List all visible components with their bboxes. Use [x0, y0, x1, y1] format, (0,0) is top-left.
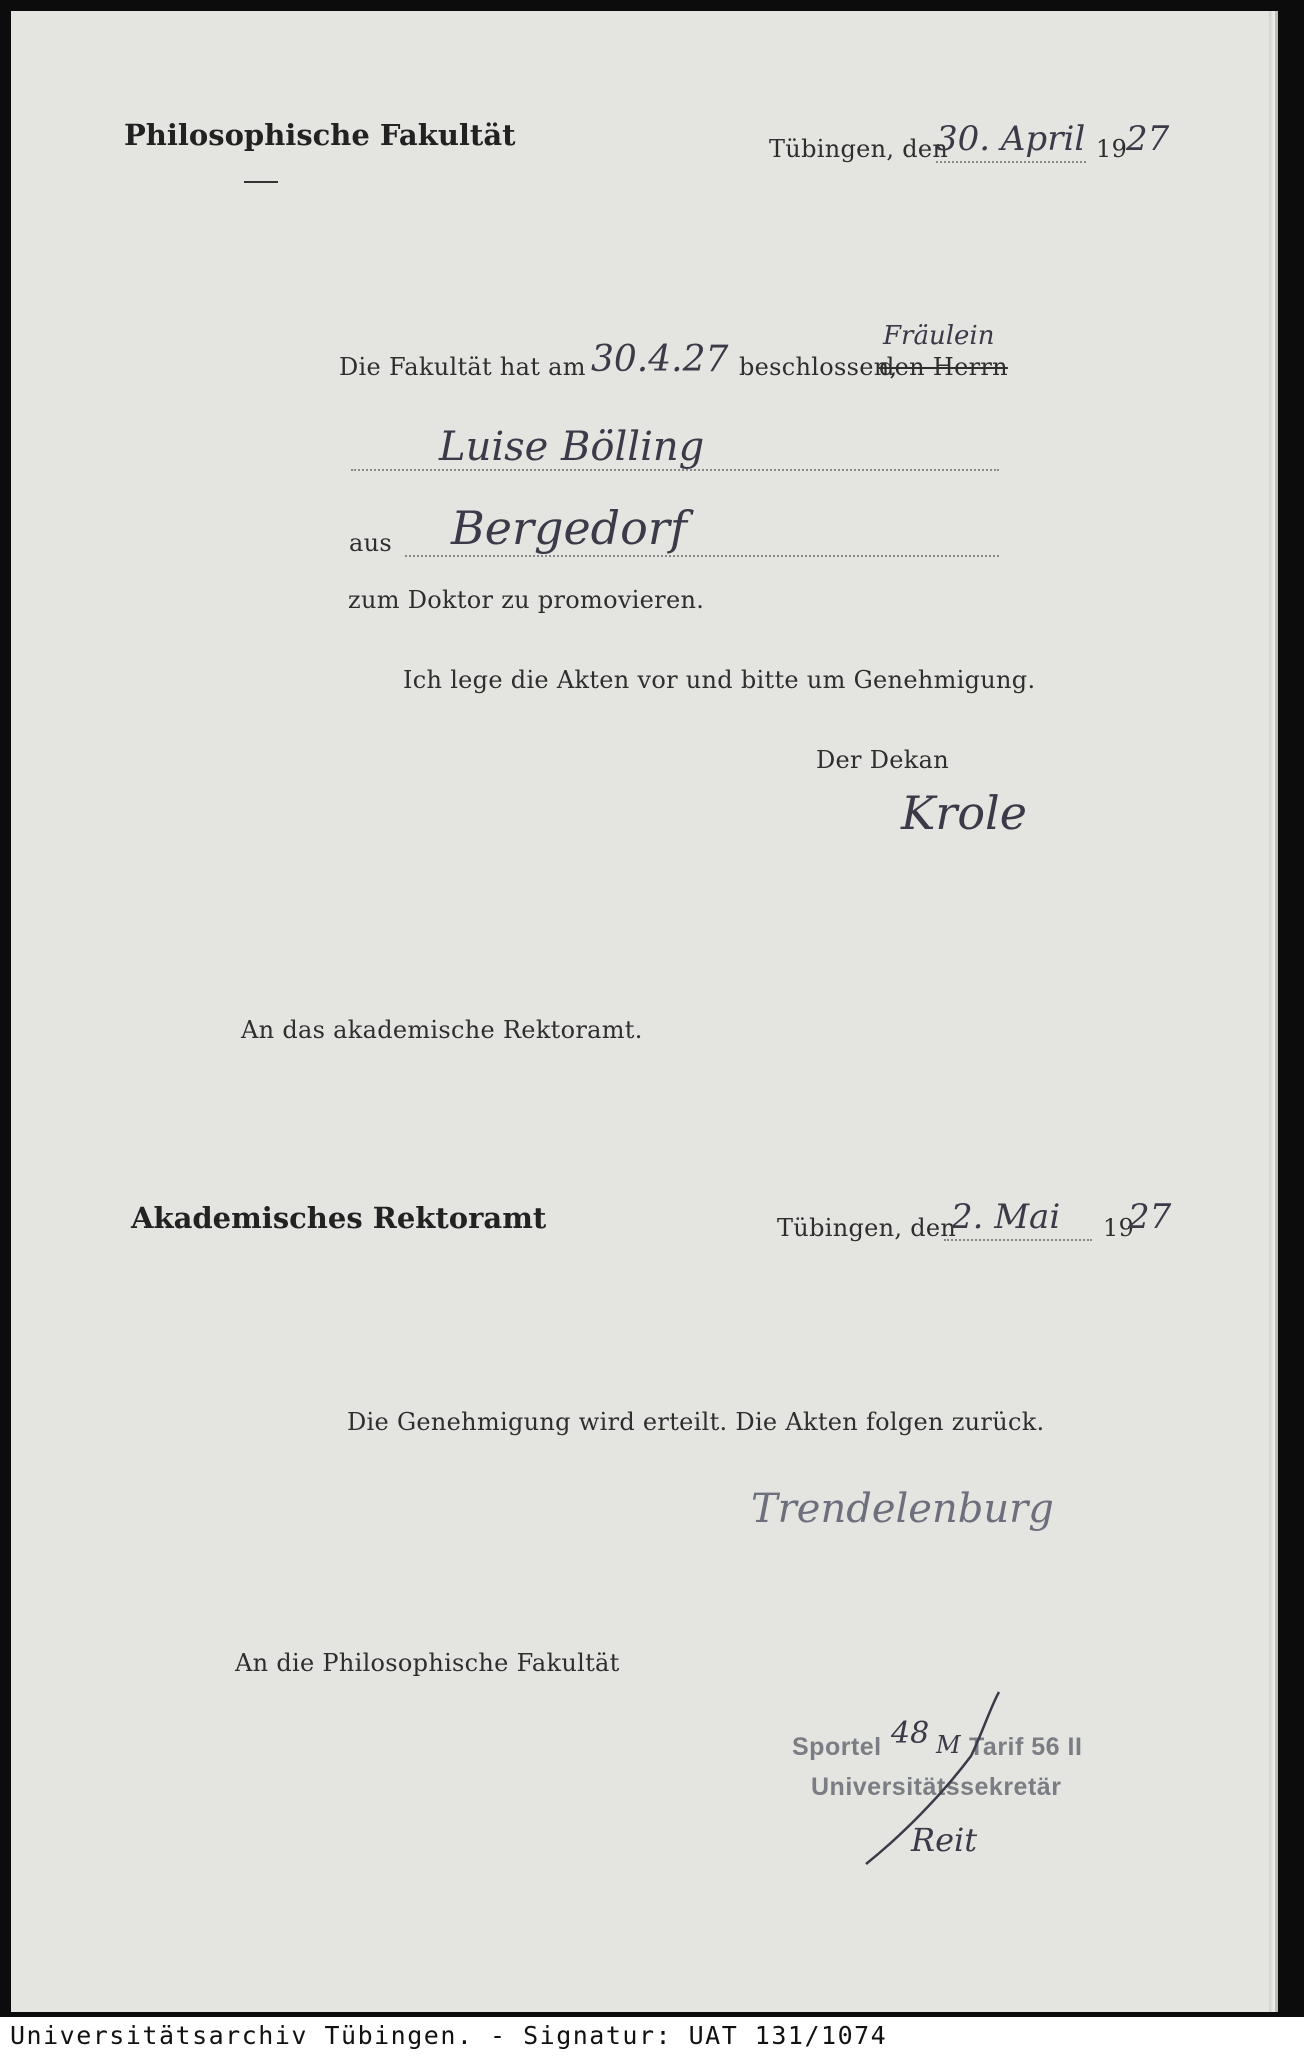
hometown-dotline — [405, 555, 999, 557]
decision-prefix: Die Fakultät hat am — [339, 353, 586, 381]
addressee-fakultaet: An die Philosophische Fakultät — [235, 1649, 620, 1677]
year-handwritten-2: 27 — [1128, 1197, 1172, 1237]
faculty-header: Philosophische Fakultät — [124, 118, 516, 152]
from-label: aus — [349, 529, 392, 557]
date-dotline — [936, 161, 1086, 163]
stamp-fee-handwritten: 48 — [891, 1716, 930, 1751]
name-dotline — [351, 469, 999, 471]
stamp-initials-handwritten: Reit — [911, 1821, 978, 1859]
dean-signature: Krole — [901, 786, 1027, 840]
approval-text: Die Genehmigung wird erteilt. Die Akten folgen zurück. — [347, 1408, 1045, 1436]
stamp-secretary: Universitätssekretär — [811, 1773, 1062, 1801]
page-edge — [1269, 11, 1275, 2012]
stamp-unit-handwritten: M — [936, 1731, 961, 1759]
struck-salutation: den Herrn — [879, 353, 1008, 381]
archive-caption: Universitätsarchiv Tübingen. - Signatur: UAT 131/1074 — [10, 2021, 888, 2050]
date-prefix-2: Tübingen, den — [777, 1214, 957, 1242]
dean-label: Der Dekan — [816, 746, 950, 774]
archive-caption-bar — [0, 2017, 1304, 2056]
date-prefix: Tübingen, den — [769, 135, 949, 163]
year-handwritten: 27 — [1126, 119, 1170, 159]
promote-text: zum Doktor zu promovieren. — [348, 586, 705, 614]
rektoramt-header: Akademisches Rektoramt — [131, 1201, 547, 1235]
stamp-pen-stroke — [861, 1686, 1011, 1871]
year-prefix: 19 — [1096, 135, 1128, 163]
addressee-rektoramt: An das akademische Rektoramt. — [241, 1016, 643, 1044]
date-dotline-2 — [944, 1239, 1092, 1241]
hometown-handwritten: Bergedorf — [451, 501, 687, 555]
candidate-name-handwritten: Luise Bölling — [439, 424, 705, 470]
header-rule — [244, 181, 278, 183]
date-handwritten: 30. April — [936, 119, 1086, 159]
inserted-word-handwritten: Fräulein — [883, 321, 995, 351]
rector-signature: Trendelenburg — [751, 1486, 1054, 1532]
decision-date-handwritten: 30.4.27 — [591, 339, 729, 380]
decision-suffix: beschlossen, — [739, 353, 898, 381]
request-text: Ich lege die Akten vor und bitte um Genehmigung. — [403, 666, 1036, 694]
stamp-sportel: Sportel — [792, 1733, 882, 1761]
stamp-tarif: Tarif 56 II — [969, 1733, 1083, 1761]
document-page — [11, 11, 1278, 2012]
year-prefix-2: 19 — [1103, 1214, 1135, 1242]
date-handwritten-2: 2. Mai — [951, 1197, 1061, 1237]
